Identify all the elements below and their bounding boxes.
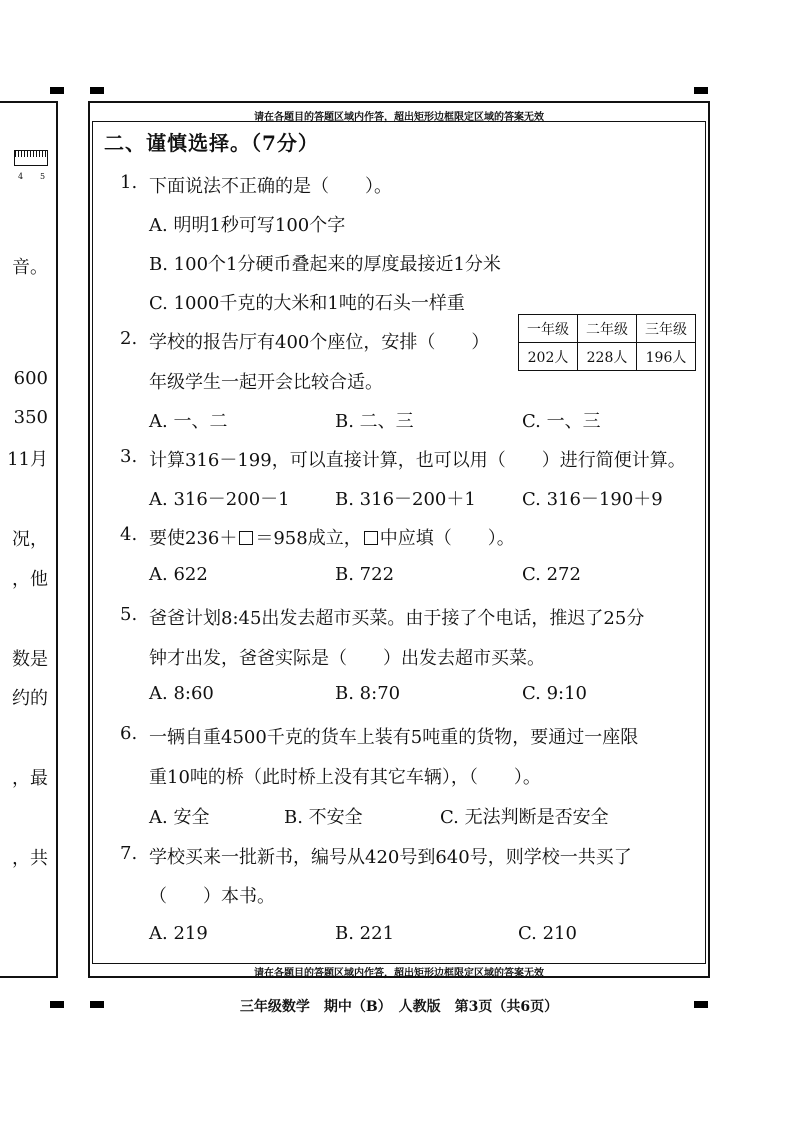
option-c[interactable]: C. 无法判断是否安全 (440, 807, 609, 828)
text-fragment: ，共 (12, 848, 48, 869)
question-text (149, 524, 515, 550)
option-b[interactable]: B. 100个1分硬币叠起来的厚度最接近1分米 (149, 254, 501, 275)
question-number: 7. (120, 843, 138, 864)
text-fragment: 11月 (7, 449, 48, 470)
text-fragment: 约的 (12, 688, 48, 709)
question-text: 学校买来一批新书，编号从420号到640号，则学校一共买了 (149, 847, 632, 868)
ruler-icon (14, 150, 48, 166)
option-a[interactable]: A. 219 (149, 923, 208, 944)
text-fragment: 况， (12, 529, 48, 550)
option-a[interactable]: A. 316－200－1 (149, 489, 290, 510)
option-b[interactable]: B. 722 (335, 564, 395, 585)
option-c[interactable]: C. 1000千克的大米和1吨的石头一样重 (149, 293, 465, 314)
text-fragment: ，最 (12, 768, 48, 789)
question-text: 学校的报告厅有400个座位，安排（ ） (149, 332, 490, 353)
option-b[interactable]: B. 不安全 (284, 807, 363, 828)
question-number: 1. (120, 172, 138, 193)
text-fragment: 数是 (12, 649, 48, 670)
question-text-part: 要使236＋ (149, 528, 238, 549)
text-fragment: 音。 (12, 257, 48, 278)
option-c[interactable]: C. 316－190＋9 (522, 489, 663, 510)
question-text-part: 中应填（ ）。 (379, 528, 515, 549)
table-header-cell: 二年级 (578, 315, 637, 343)
registration-mark (90, 87, 104, 94)
registration-mark (694, 87, 708, 94)
table-row (519, 315, 696, 343)
ruler-label: 4 (18, 172, 24, 181)
question-text-part: ＝958成立， (255, 528, 362, 549)
option-a[interactable]: A. 明明1秒可写100个字 (149, 215, 346, 236)
question-number: 3. (120, 446, 138, 467)
question-number: 6. (120, 723, 138, 744)
registration-mark (50, 87, 64, 94)
question-text: 一辆自重4500千克的货车上装有5吨重的货物，要通过一座限 (149, 727, 639, 748)
question-text: 年级学生一起开会比较合适。 (149, 372, 383, 393)
table-header-cell: 一年级 (519, 315, 578, 343)
option-a[interactable]: A. 一、二 (149, 411, 228, 432)
page-footer: 三年级数学 期中（B） 人教版 第3页（共6页） (239, 999, 559, 1015)
option-b[interactable]: B. 二、三 (335, 411, 414, 432)
question-number: 5. (120, 604, 138, 625)
option-b[interactable]: B. 221 (335, 923, 395, 944)
notice-top: 请在各题目的答题区域内作答，超出矩形边框限定区域的答案无效 (254, 112, 544, 123)
option-a[interactable]: A. 8:60 (149, 683, 214, 704)
option-a[interactable]: A. 安全 (149, 807, 210, 828)
text-fragment: 600 (13, 368, 48, 389)
grade-count-table (518, 314, 696, 371)
registration-mark (50, 1001, 64, 1008)
question-text: 下面说法不正确的是（ ）。 (149, 176, 392, 197)
option-b[interactable]: B. 316－200＋1 (335, 489, 476, 510)
previous-page-column (0, 101, 58, 978)
option-a[interactable]: A. 622 (149, 564, 208, 585)
ruler-label: 5 (40, 172, 46, 181)
question-text: （ ）本书。 (149, 886, 275, 907)
question-text: 重10吨的桥（此时桥上没有其它车辆），（ ）。 (149, 767, 541, 788)
table-cell: 228人 (578, 343, 637, 371)
table-cell: 196人 (637, 343, 696, 371)
option-c[interactable]: C. 一、三 (522, 411, 601, 432)
table-cell: 202人 (519, 343, 578, 371)
section-title: 二、谨慎选择。（7分） (104, 131, 319, 155)
option-c[interactable]: C. 210 (518, 923, 577, 944)
question-text: 爸爸计划8:45出发去超市买菜。由于接了个电话，推迟了25分 (149, 608, 645, 629)
question-text: 钟才出发，爸爸实际是（ ）出发去超市买菜。 (149, 648, 545, 669)
text-fragment: ，他 (12, 569, 48, 590)
table-row (519, 343, 696, 371)
text-fragment: 350 (13, 407, 48, 428)
blank-box-icon (364, 531, 378, 545)
question-number: 2. (120, 328, 138, 349)
option-b[interactable]: B. 8:70 (335, 683, 401, 704)
notice-bottom: 请在各题目的答题区域内作答，超出矩形边框限定区域的答案无效 (254, 968, 544, 979)
blank-box-icon (239, 531, 253, 545)
option-c[interactable]: C. 272 (522, 564, 581, 585)
table-header-cell: 三年级 (637, 315, 696, 343)
question-number: 4. (120, 524, 138, 545)
option-c[interactable]: C. 9:10 (522, 683, 587, 704)
question-text: 计算316－199，可以直接计算，也可以用（ ）进行简便计算。 (149, 450, 686, 471)
